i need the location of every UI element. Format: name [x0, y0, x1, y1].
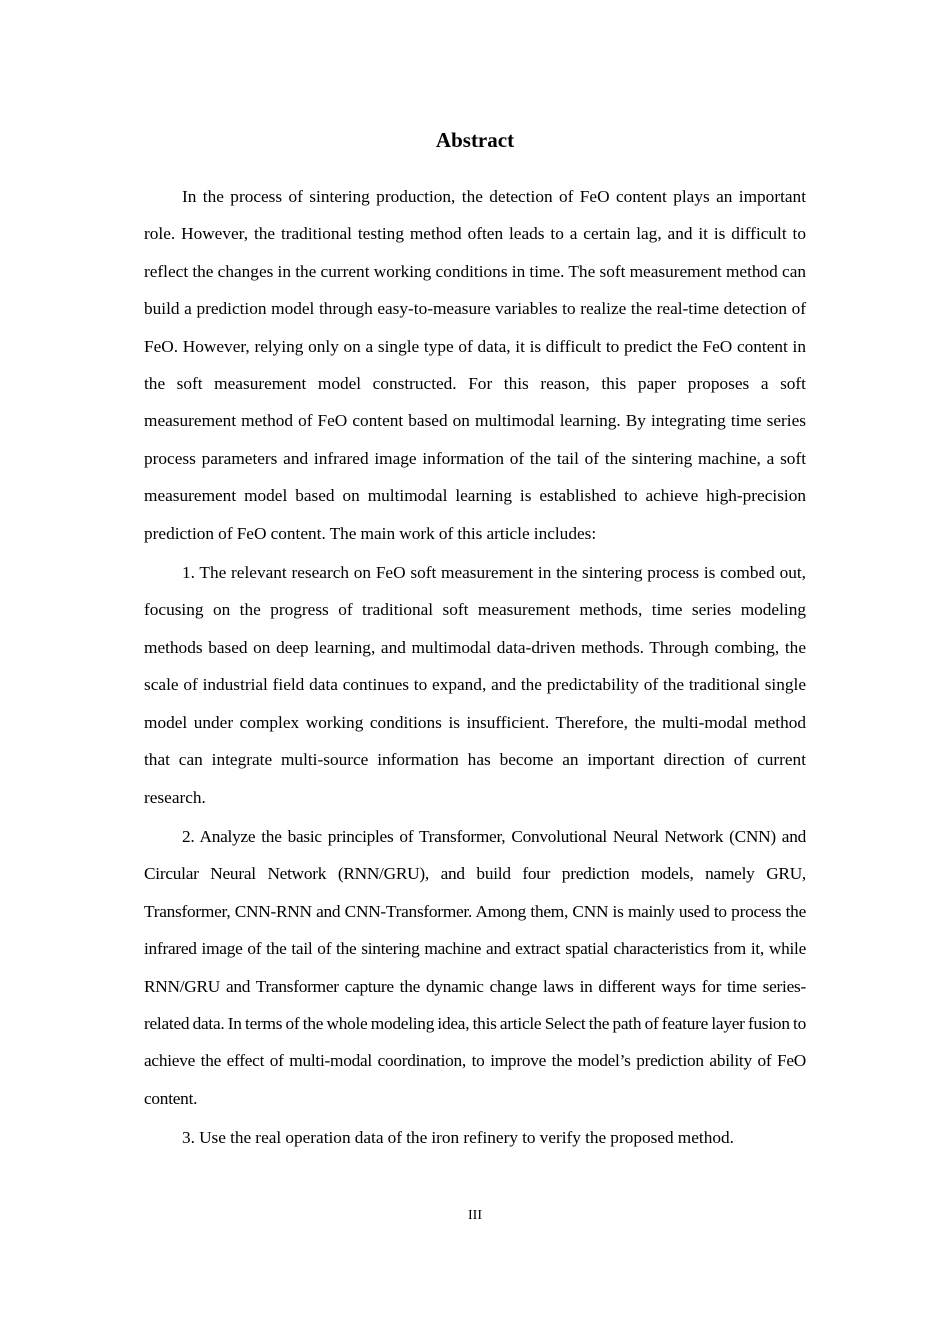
- paragraph-item-1: 1. The relevant research on FeO soft measurement in the sintering process is combed out, focusing on the progress of traditional soft measurement methods, time series modeling methods based on deep learning, and multimodal data-driven methods. Through combing, the scale of industrial field data continues to expand, and the predictability of the traditional single model under complex working conditions is insufficient. Therefore, the multi-modal method that can integrate multi-source information has become an important direction of current research.: [144, 563, 806, 807]
- page-number: III: [468, 1208, 482, 1223]
- abstract-body: [144, 178, 806, 1159]
- abstract-title: Abstract: [435, 128, 515, 152]
- paragraph-item-2: 2. Analyze the basic principles of Transformer, Convolutional Neural Network (CNN) and Circular Neural Network (RNN/GRU), and build four prediction models, namely GRU, Transformer, CNN-RNN and CNN-Transformer. Among them, CNN is mainly used to process the infrared image of the tail of the sintering machine and extract spatial characteristics from it, while RNN/GRU and Transformer capture the dynamic change laws in different ways for time series-related data. In terms of the whole modeling idea, this article Select the path of feature layer fusion to achieve the effect of multi-modal coordination, to improve the model’s prediction ability of FeO content.: [144, 826, 806, 1108]
- paragraph-item-3: 3. Use the real operation data of the iron refinery to verify the proposed method.: [182, 1128, 734, 1148]
- paragraph-intro: In the process of sintering production, the detection of FeO content plays an important role. However, the traditional testing method often leads to a certain lag, and it is difficult to reflect the changes in the current working conditions in time. The soft measurement method can build a prediction model through easy-to-measure variables to realize the real-time detection of FeO. However, relying only on a single type of data, it is difficult to predict the FeO content in the soft measurement model constructed. For this reason, this paper proposes a soft measurement method of FeO content based on multimodal learning. By integrating time series process parameters and infrared image information of the tail of the sintering machine, a soft measurement model based on multimodal learning is established to achieve high-precision prediction of FeO content. The main work of this article includes:: [144, 187, 806, 543]
